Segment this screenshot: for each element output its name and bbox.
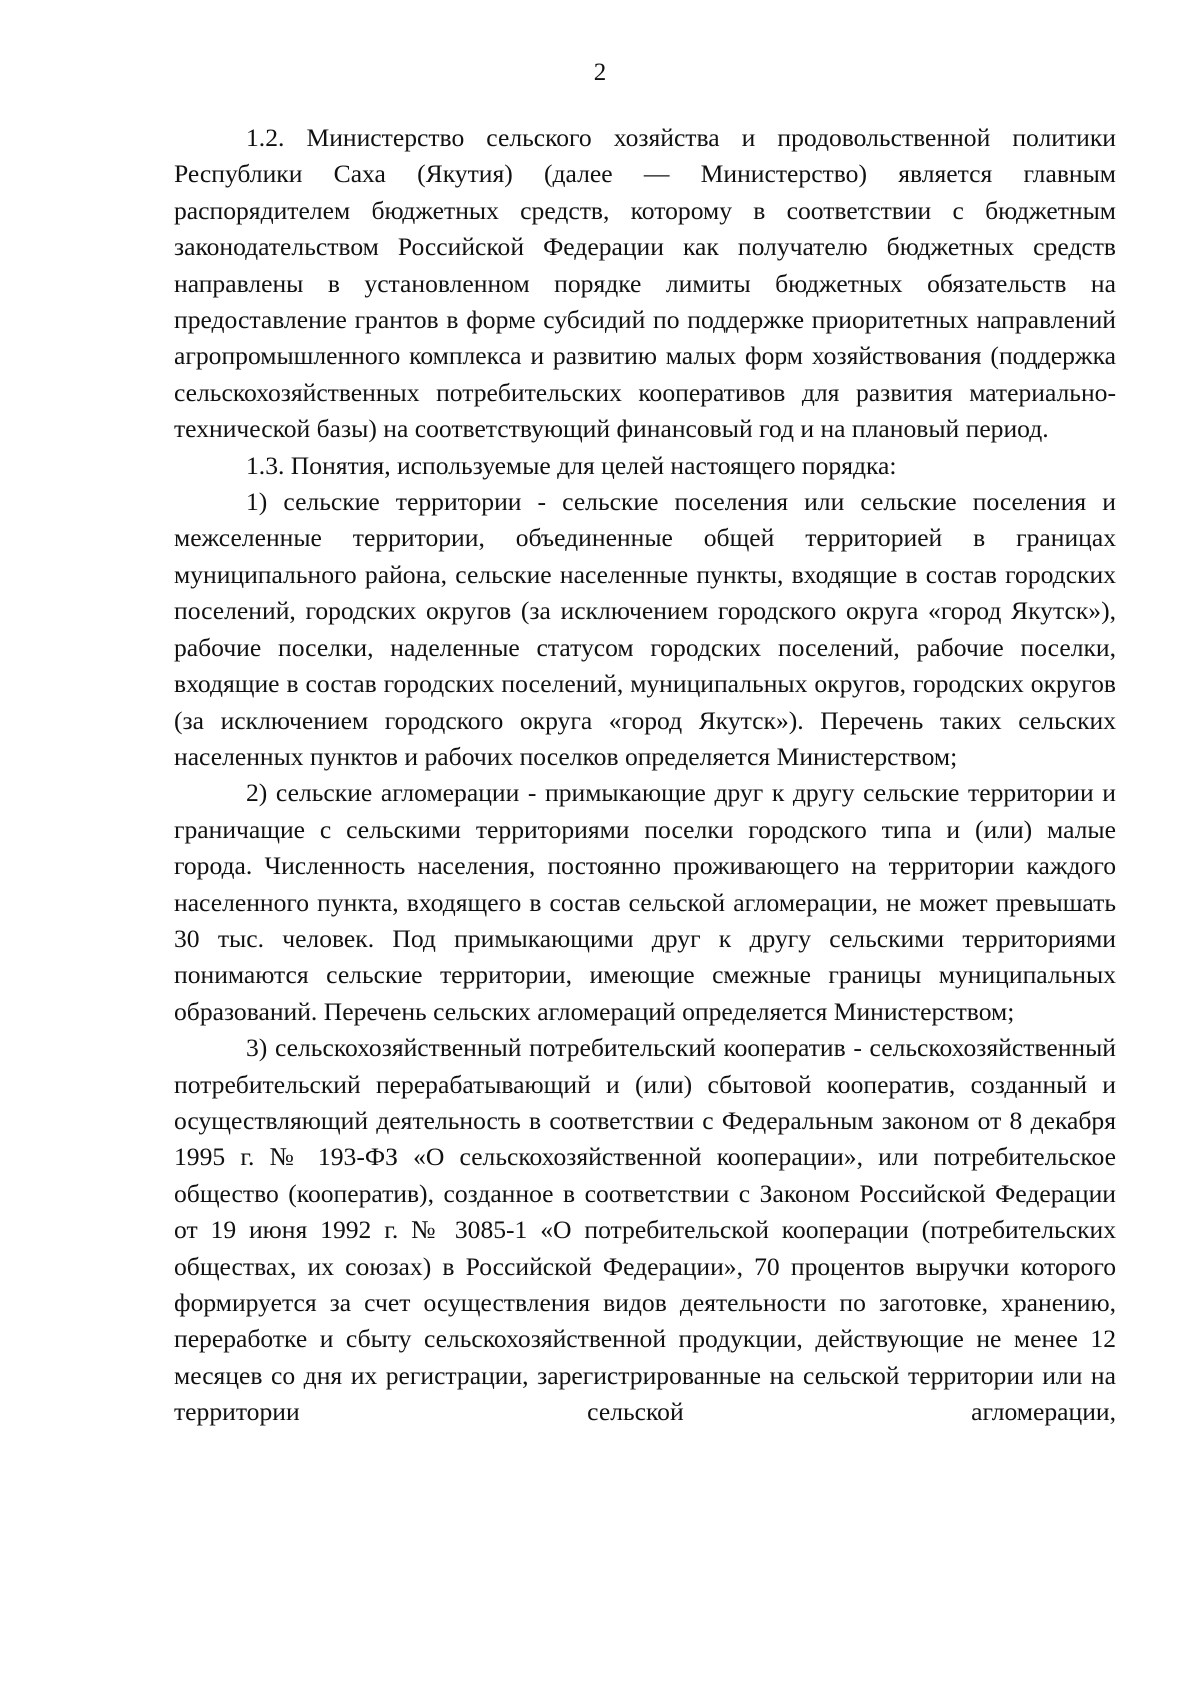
document-body: [174, 120, 1116, 1431]
definition-rural-territories: 1) сельские территории - сельские поселения или сельские поселения и межселенные территории, объединенные общей территорией в границах муниципального района, сельские населенные пункты, входящие в состав городских поселений, городских округов (за исключением городского округа «город Якутск»), рабочие поселки, наделенные статусом городских поселений, рабочие поселки, входящие в состав городских поселений, муниципальных округов, городских округов (за исключением городского округа «город Якутск»). Перечень таких сельских населенных пунктов и рабочих поселков определяется Министерством;: [174, 487, 1116, 771]
definition-consumer-cooperative: 3) сельскохозяйственный потребительский кооператив - сельскохозяйственный потребительский перерабатывающий и (или) сбытовой кооператив, созданный и осуществляющий деятельность в соответствии с Федеральным законом от 8 декабря 1995 г. № 193-ФЗ «О сельскохозяйственной кооперации», или потребительское общество (кооператив), созданное в соответствии с Законом Российской Федерации от 19 июня 1992 г. № 3085-1 «О потребительской кооперации (потребительских обществах, их союзах) в Российской Федерации», 70 процентов выручки которого формируется за счет осуществления видов деятельности по заготовке, хранению, переработке и сбыту сельскохозяйственной продукции, действующие не менее 12 месяцев со дня их регистрации, зарегистрированные на сельской территории или на территории сельской агломерации,: [174, 1033, 1116, 1427]
definition-rural-agglomerations: 2) сельские агломерации - примыкающие друг к другу сельские территории и граничащие с сельскими территориями поселки городского типа и (или) малые города. Численность населения, постоянно проживающего на территории каждого населенного пункта, входящего в состав сельской агломерации, не может превышать 30 тыс. человек. Под примыкающими друг к другу сельскими территориями понимаются сельские территории, имеющие смежные границы муниципальных образований. Перечень сельских агломераций определяется Министерством;: [174, 778, 1116, 1026]
paragraph-1-3: 1.3. Понятия, используемые для целей настоящего порядка:: [246, 450, 897, 480]
paragraph-1-2: 1.2. Министерство сельского хозяйства и продовольственной политики Республики Саха (Якутия) (далее — Министерство) является главным распорядителем бюджетных средств, которому в соответствии с бюджетным законодательством Российской Федерации как получателю бюджетных средств направлены в установленном порядке лимиты бюджетных обязательств на предоставление грантов в форме субсидий по поддержке приоритетных направлений агропромышленного комплекса и развитию малых форм хозяйствования (поддержка сельскохозяйственных потребительских кооперативов для развития материально-технической базы) на соответствующий финансовый год и на плановый период.: [174, 123, 1116, 444]
page-number: 2: [593, 59, 607, 86]
